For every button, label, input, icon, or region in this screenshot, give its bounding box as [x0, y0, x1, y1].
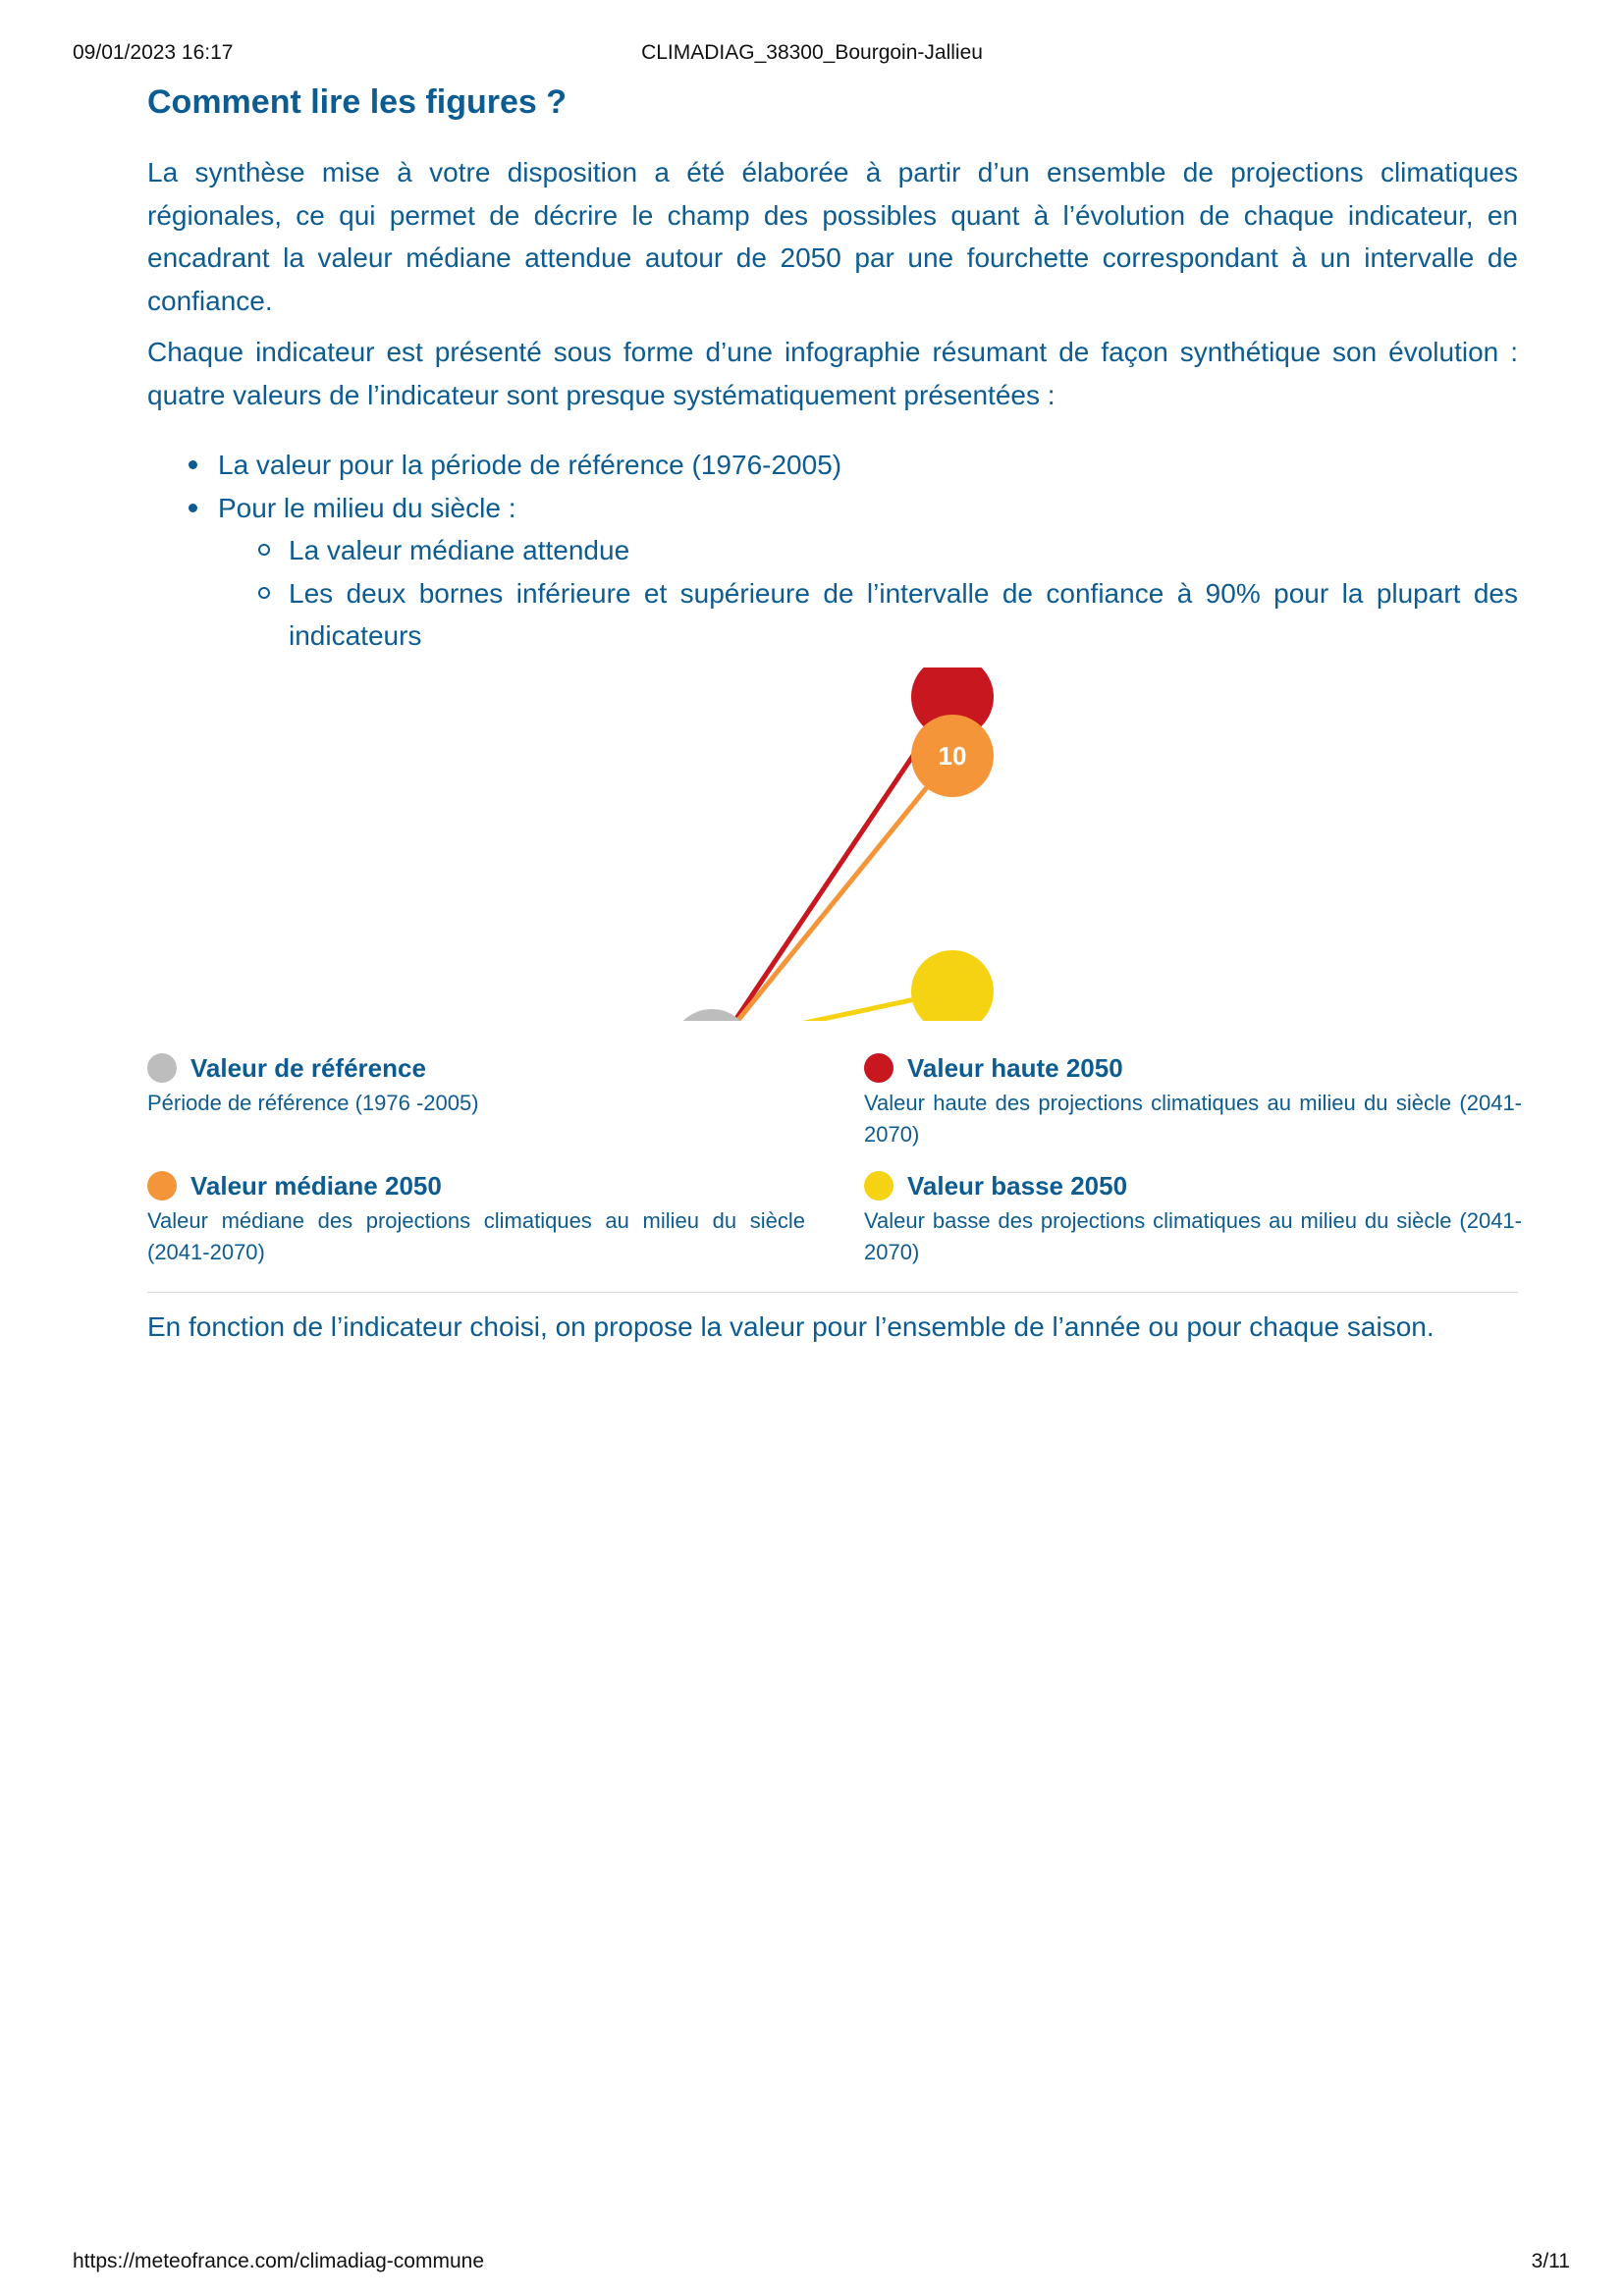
section-heading: Comment lire les figures ? — [147, 83, 567, 121]
low-value-dot — [911, 950, 994, 1021]
print-url: https://meteofrance.com/climadiag-commune — [73, 2250, 485, 2272]
sub-bullet-median — [289, 529, 1518, 572]
legend-low-title: Valeur basse 2050 — [907, 1171, 1128, 1201]
print-document-title: CLIMADIAG_38300_Bourgoin-Jallieu — [641, 41, 983, 64]
legend-reference-title: Valeur de référence — [190, 1053, 426, 1083]
divider — [147, 1292, 1518, 1293]
sub-bullet-text: Les deux bornes inférieure et supérieure de l’intervalle de confiance à 90% pour la plupart des indicateurs — [289, 577, 1518, 651]
red-dot-icon — [864, 1053, 893, 1083]
intro-paragraph: La synthèse mise à votre disposition a été élaborée à partir d’un ensemble de projections climatiques régionales, ce qui permet de décrire le champ des possibles quant à l’évolution de chaque indicateur, en encadrant la valeur médiane attendue autour de 2050 par une fourchette correspondant à un intervalle de confiance. — [147, 157, 1518, 316]
legend — [147, 1050, 1522, 1286]
sub-bullet-bounds — [289, 572, 1518, 658]
description-paragraph: Chaque indicateur est présenté sous forme d’une infographie résumant de façon synthétique son évolution : quatre valeurs de l’indicateur sont presque systématiquement présentées : — [147, 337, 1518, 410]
example-infographic — [628, 667, 1021, 1021]
yellow-dot-icon — [864, 1171, 893, 1201]
bullet-reference-period — [218, 444, 1518, 487]
legend-median — [147, 1168, 805, 1268]
bullet-mid-century — [218, 487, 1518, 658]
print-footer — [0, 2250, 1624, 2277]
main-content — [147, 75, 1518, 658]
orange-dot-icon — [147, 1171, 177, 1201]
bullet-list — [147, 444, 1518, 658]
legend-median-title: Valeur médiane 2050 — [190, 1171, 442, 1201]
print-page-number: 3/11 — [1531, 2250, 1570, 2272]
legend-high-title: Valeur haute 2050 — [907, 1053, 1123, 1083]
print-header — [0, 41, 1624, 69]
grey-dot-icon — [147, 1053, 177, 1083]
closing-paragraph: En fonction de l’indicateur choisi, on propose la valeur pour l’ensemble de l’année ou pour chaque saison. — [147, 1311, 1435, 1342]
sub-bullet-text: La valeur médiane attendue — [289, 535, 630, 565]
legend-high — [864, 1050, 1522, 1150]
median-value-label: 10 — [938, 741, 967, 771]
legend-high-desc: Valeur haute des projections climatiques au milieu du siècle (2041-2070) — [864, 1091, 1522, 1147]
legend-low-desc: Valeur basse des projections climatiques au milieu du siècle (2041-2070) — [864, 1208, 1522, 1264]
legend-median-desc: Valeur médiane des projections climatiques au milieu du siècle (2041-2070) — [147, 1208, 805, 1264]
bullet-text: Pour le milieu du siècle : — [218, 492, 516, 523]
sub-bullet-list — [218, 529, 1518, 658]
legend-low — [864, 1168, 1522, 1268]
bullet-text: La valeur pour la période de référence (1976-2005) — [218, 450, 842, 480]
legend-reference — [147, 1050, 805, 1119]
print-date: 09/01/2023 16:17 — [73, 41, 234, 64]
legend-reference-desc: Période de référence (1976 -2005) — [147, 1091, 479, 1115]
